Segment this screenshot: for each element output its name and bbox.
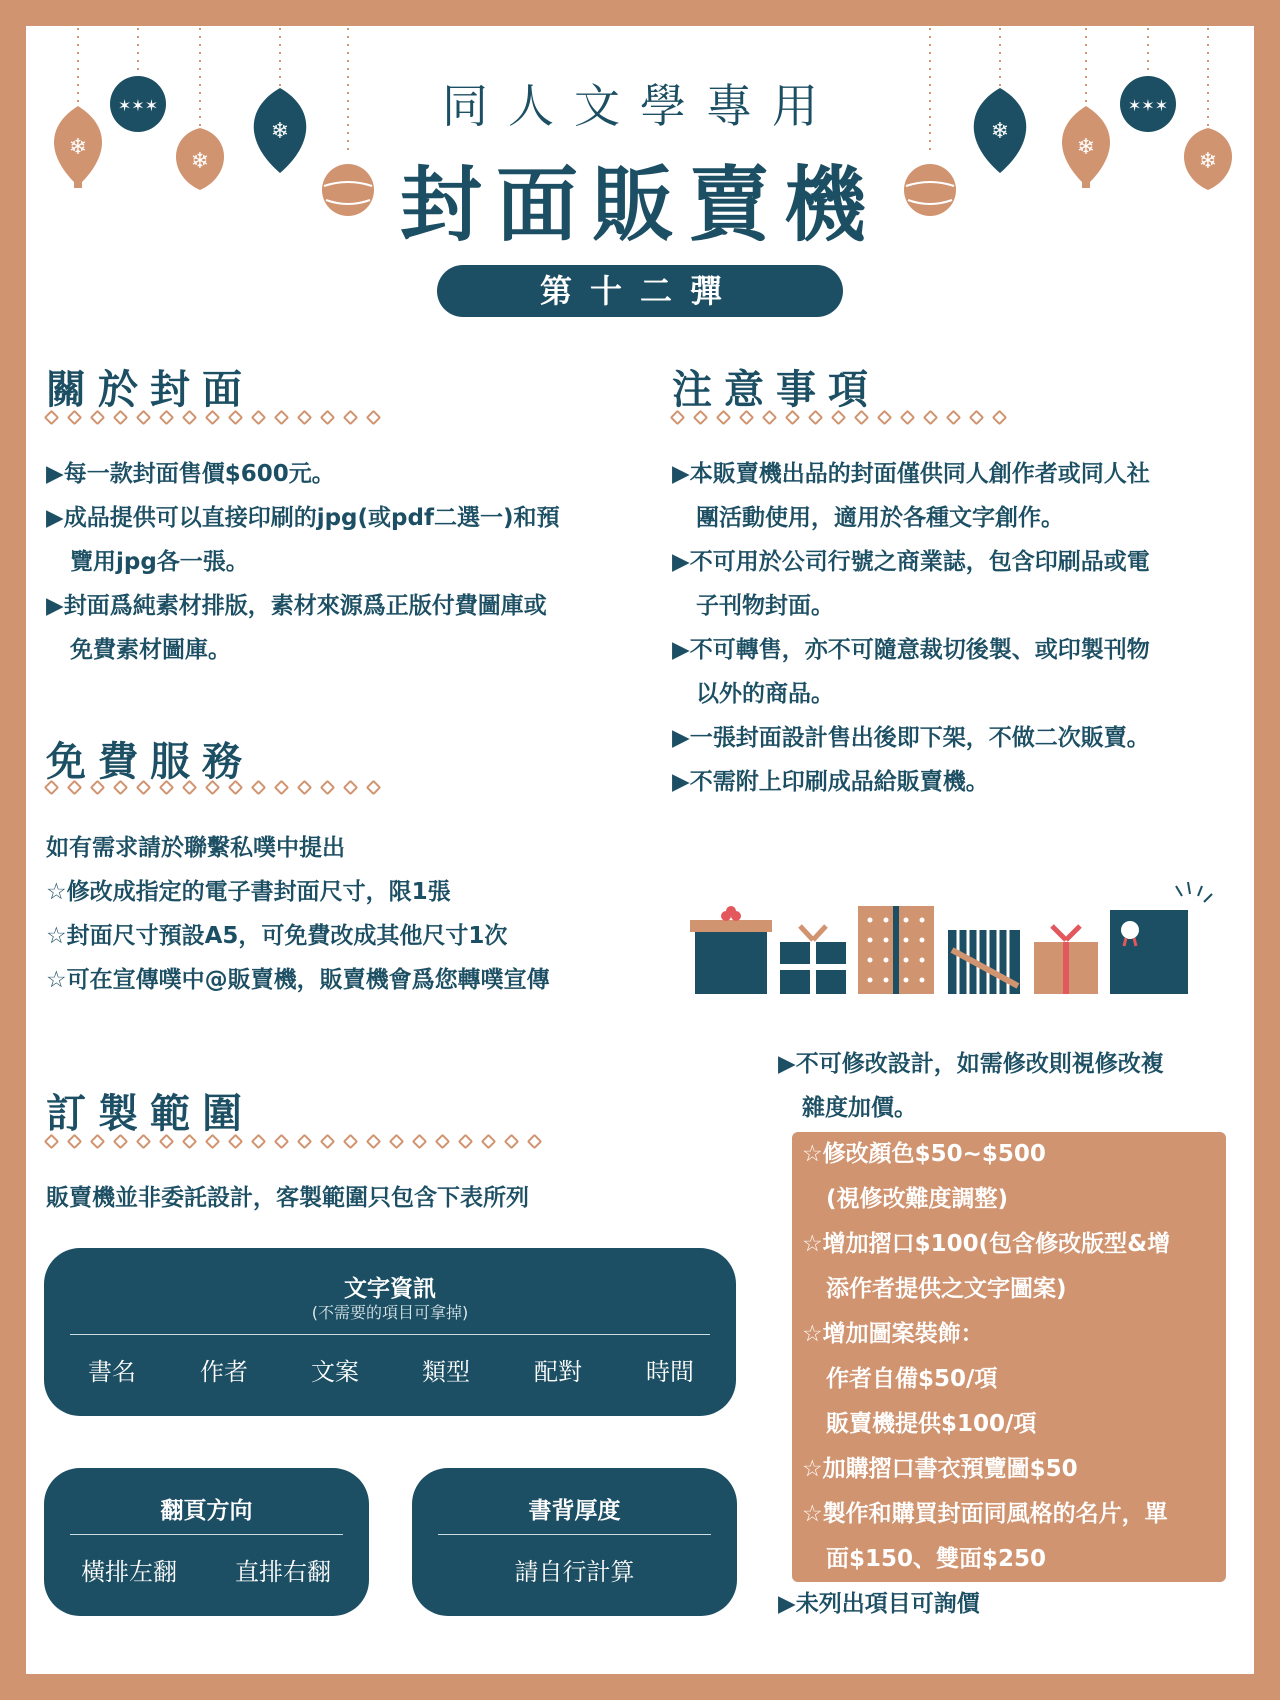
notes-line: ▶不需附上印刷成品給販賣機。 [672,769,989,795]
pricing-line: 販賣機提供$100/項 [826,1411,1037,1437]
edition-badge: 第十二彈 [437,265,843,317]
about-heading: 關於封面 [46,367,254,413]
pricing-line: ☆增加摺口$100(包含修改版型&增 [802,1231,1171,1257]
text-info-title: 文字資訊 [344,1276,436,1302]
direction-item: 直排右翻 [235,1558,331,1586]
free-line: ☆修改成指定的電子書封面尺寸，限1張 [46,879,451,905]
direction-divider [70,1534,343,1535]
text-info-item: 文案 [311,1358,359,1386]
spine-divider [438,1534,711,1535]
gift-box-icon [780,926,846,994]
about-line: 免費素材圖庫。 [70,637,231,663]
modify-line: 雜度加價。 [802,1095,917,1121]
notes-line: ▶一張封面設計售出後即下架，不做二次販賣。 [672,725,1150,751]
modify-text [778,1042,1164,1130]
free-divider [46,778,379,798]
svg-text:❄: ❄ [68,135,88,160]
notes-line: 以外的商品。 [696,681,834,707]
direction-item: 橫排左翻 [81,1558,177,1586]
pricing-line: 添作者提供之文字圖案) [826,1276,1067,1302]
text-info-divider [70,1334,710,1335]
free-heading: 免費服務 [46,739,254,785]
gift-box-icon [1034,926,1098,994]
free-text [46,826,550,1002]
text-info-item: 時間 [646,1358,694,1386]
notes-line: 團活動使用，適用於各種文字創作。 [696,505,1064,531]
custom-divider [46,1132,540,1152]
pricing-line: ☆製作和購買封面同風格的名片，單 [802,1501,1168,1527]
about-line: 覽用jpg各一張。 [70,549,249,575]
gift-box-icon [858,906,934,994]
pricing-line: ☆增加圖案裝飾： [802,1321,984,1347]
custom-heading: 訂製範圍 [46,1091,254,1137]
free-line: ☆可在宣傳噗中@販賣機，販賣機會爲您轉噗宣傳 [46,967,550,993]
notes-heading: 注意事項 [672,367,880,413]
text-info-card [44,1248,736,1416]
free-line: ☆封面尺寸預設A5，可免費改成其他尺寸1次 [46,923,508,949]
direction-card [44,1468,369,1616]
notes-divider [672,408,1005,428]
about-text [46,452,559,672]
notes-line: 子刊物封面。 [696,593,834,619]
spine-card [412,1468,737,1616]
pricing-line: 作者自備$50/項 [826,1366,998,1392]
about-divider [46,408,379,428]
pricing-line: (視修改難度調整) [826,1186,1009,1212]
svg-text:❄: ❄ [1198,149,1218,174]
notes-text [672,452,1150,804]
modify-line: ▶不可修改設計，如需修改則視修改複 [778,1051,1164,1077]
text-info-item: 書名 [88,1358,136,1386]
svg-text:❄: ❄ [990,119,1010,144]
custom-intro: 販賣機並非委託設計，客製範圍只包含下表所列 [46,1185,529,1211]
about-line: ▶每一款封面售價$600元。 [46,461,335,487]
direction-title: 翻頁方向 [160,1498,253,1524]
spine-item: 請自行計算 [514,1558,635,1586]
svg-text:❄: ❄ [270,119,290,144]
header-subtitle: 同人文學專用 [442,79,838,133]
gift-box-icon [690,906,772,994]
gift-box-icon [1110,882,1212,994]
notes-line: ▶不可轉售，亦不可隨意裁切後製、或印製刊物 [672,637,1150,663]
svg-text:✶✶✶: ✶✶✶ [117,96,159,115]
free-line: 如有需求請於聯繫私噗中提出 [46,835,345,861]
text-info-item: 作者 [200,1358,248,1386]
about-line: ▶封面爲純素材排版，素材來源爲正版付費圖庫或 [46,593,547,619]
text-info-item: 類型 [422,1358,470,1386]
text-info-subtitle: (不需要的項目可拿掉) [311,1303,469,1322]
text-info-item: 配對 [534,1358,582,1386]
pricing-line: ☆修改顏色$50~$500 [802,1141,1046,1167]
pricing-list [802,1132,1170,1582]
svg-text:❄: ❄ [1076,135,1096,160]
pricing-line: ☆加購摺口書衣預覽圖$50 [802,1456,1078,1482]
about-line: ▶成品提供可以直接印刷的jpg(或pdf二選一)和預 [46,505,560,531]
notes-line: ▶本販賣機出品的封面僅供同人創作者或同人社 [672,461,1150,487]
modify-footer: ▶未列出項目可詢價 [778,1591,980,1617]
header-title: 封面販賣機 [399,157,880,253]
pricing-line: 面$150、雙面$250 [826,1546,1047,1572]
gift-boxes-illustration [690,880,1230,1000]
spine-title: 書背厚度 [528,1498,621,1524]
notes-line: ▶不可用於公司行號之商業誌，包含印刷品或電 [672,549,1150,575]
svg-text:✶✶✶: ✶✶✶ [1127,96,1169,115]
svg-text:❄: ❄ [190,149,210,174]
gift-box-icon [948,930,1020,994]
